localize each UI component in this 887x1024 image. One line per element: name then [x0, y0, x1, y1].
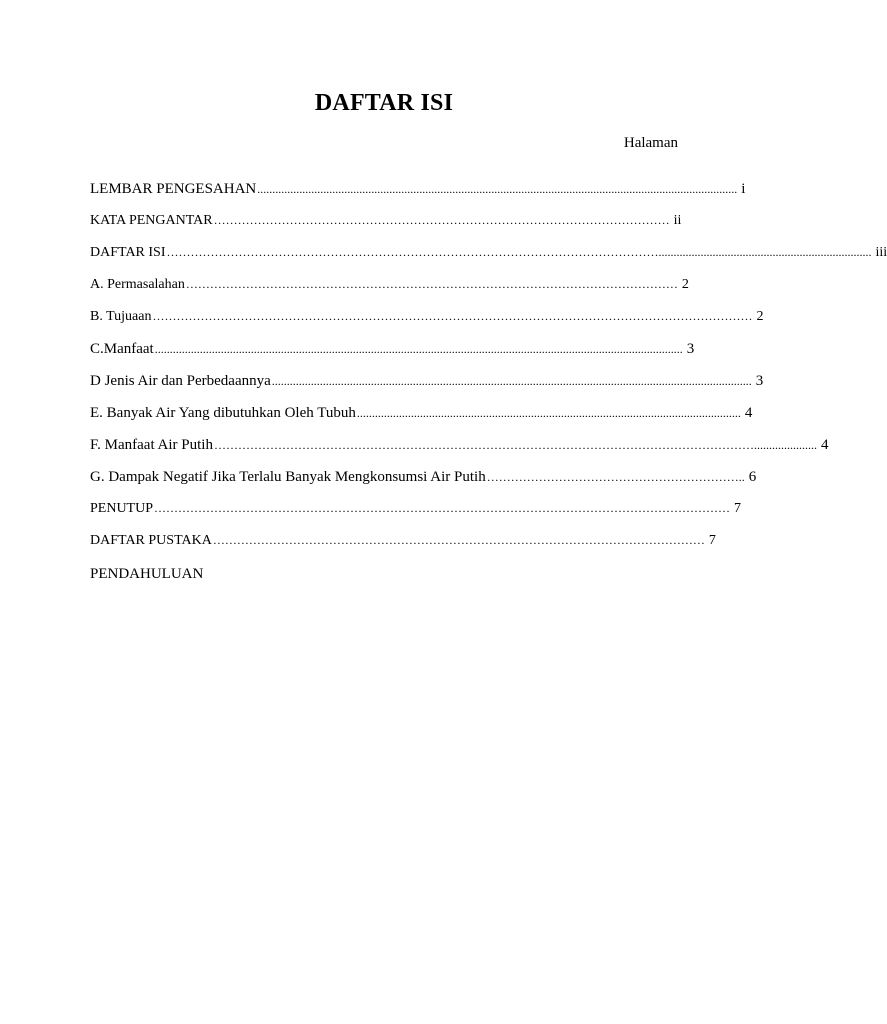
toc-page-number: 7 [708, 533, 716, 548]
toc-entry-title: LEMBAR PENGESAHAN [90, 181, 257, 197]
toc-page-number: 7 [734, 501, 742, 516]
toc-entry-lembar-pengesahan [90, 181, 746, 201]
toc-entry-pendahuluan [90, 566, 390, 586]
toc-page-number: 3 [686, 341, 695, 357]
toc-leader: …………………………………………………………………………………………………… [213, 213, 670, 227]
toc-entry-title: KATA PENGANTAR [90, 213, 213, 228]
toc-entry-title: DAFTAR ISI [90, 245, 166, 260]
toc-page-number: ii [673, 213, 682, 228]
toc-entry-jenis-air [90, 373, 764, 393]
toc-page-number: 3 [755, 373, 764, 389]
toc-page-number: iii [875, 245, 887, 260]
toc-entry-tujuaan [90, 309, 764, 329]
toc-page-number: 6 [748, 469, 757, 485]
toc-entry-title: DAFTAR PUSTAKA [90, 533, 212, 548]
toc-entry-dampak-negatif [90, 469, 757, 489]
toc-leader: ……………………………………………………….. [486, 470, 745, 484]
page-column-label: Halaman [623, 135, 678, 151]
toc-page-number: 4 [820, 437, 829, 453]
toc-leader: ................................................................................................................................................................................ [154, 342, 683, 356]
toc-entry-title: F. Manfaat Air Putih [90, 437, 213, 453]
toc-entry-manfaat-air-putih [90, 437, 829, 457]
toc-entry-title: B. Tujuaan [90, 309, 152, 324]
toc-leader: ................................................................................................................................................................ [257, 182, 738, 196]
toc-leader: ………………………………………………………………………………………………………………………..................... [213, 438, 817, 452]
toc-entry-penutup [90, 501, 742, 521]
toc-page-number: 2 [756, 309, 764, 324]
toc-page-number: i [741, 181, 746, 197]
toc-leader: ................................................................................................................................................................ [271, 374, 752, 388]
toc-entry-title: PENDAHULUAN [90, 566, 204, 582]
toc-entry-kata-pengantar [90, 213, 682, 233]
toc-leader: ……………………………………………………………………………………………………………………………… [154, 501, 731, 515]
toc-entry-title: D Jenis Air dan Perbedaannya [90, 373, 271, 389]
toc-entry-title: E. Banyak Air Yang dibutuhkan Oleh Tubuh [90, 405, 356, 421]
toc-entry-banyak-air [90, 405, 753, 425]
toc-leader: ................................................................................................................................ [356, 406, 741, 420]
toc-entry-title: PENUTUP [90, 501, 154, 516]
toc-entry-title: G. Dampak Negatif Jika Terlalu Banyak Mengkonsumsi Air Putih [90, 469, 486, 485]
toc-entry-manfaat [90, 341, 695, 361]
toc-leader: …………………………………………………………………………………………………………… [185, 277, 678, 291]
table-of-contents [90, 0, 887, 1024]
toc-entry-title: C.Manfaat [90, 341, 154, 357]
toc-entry-permasalahan [90, 277, 689, 297]
toc-page-number: 2 [681, 277, 689, 292]
toc-page-number: 4 [744, 405, 753, 421]
toc-entry-title: A. Permasalahan [90, 277, 185, 292]
toc-leader: …………………………………………………………………………………………………………………………………… [152, 309, 753, 323]
toc-entry-daftar-isi [90, 245, 887, 265]
toc-leader: ……………………………………………………………………………………………………………....................................................................... [166, 245, 872, 259]
page-title: DAFTAR ISI [314, 90, 454, 116]
toc-leader: …………………………………………………………………………………………………………… [212, 533, 705, 547]
toc-entry-daftar-pustaka [90, 533, 716, 553]
